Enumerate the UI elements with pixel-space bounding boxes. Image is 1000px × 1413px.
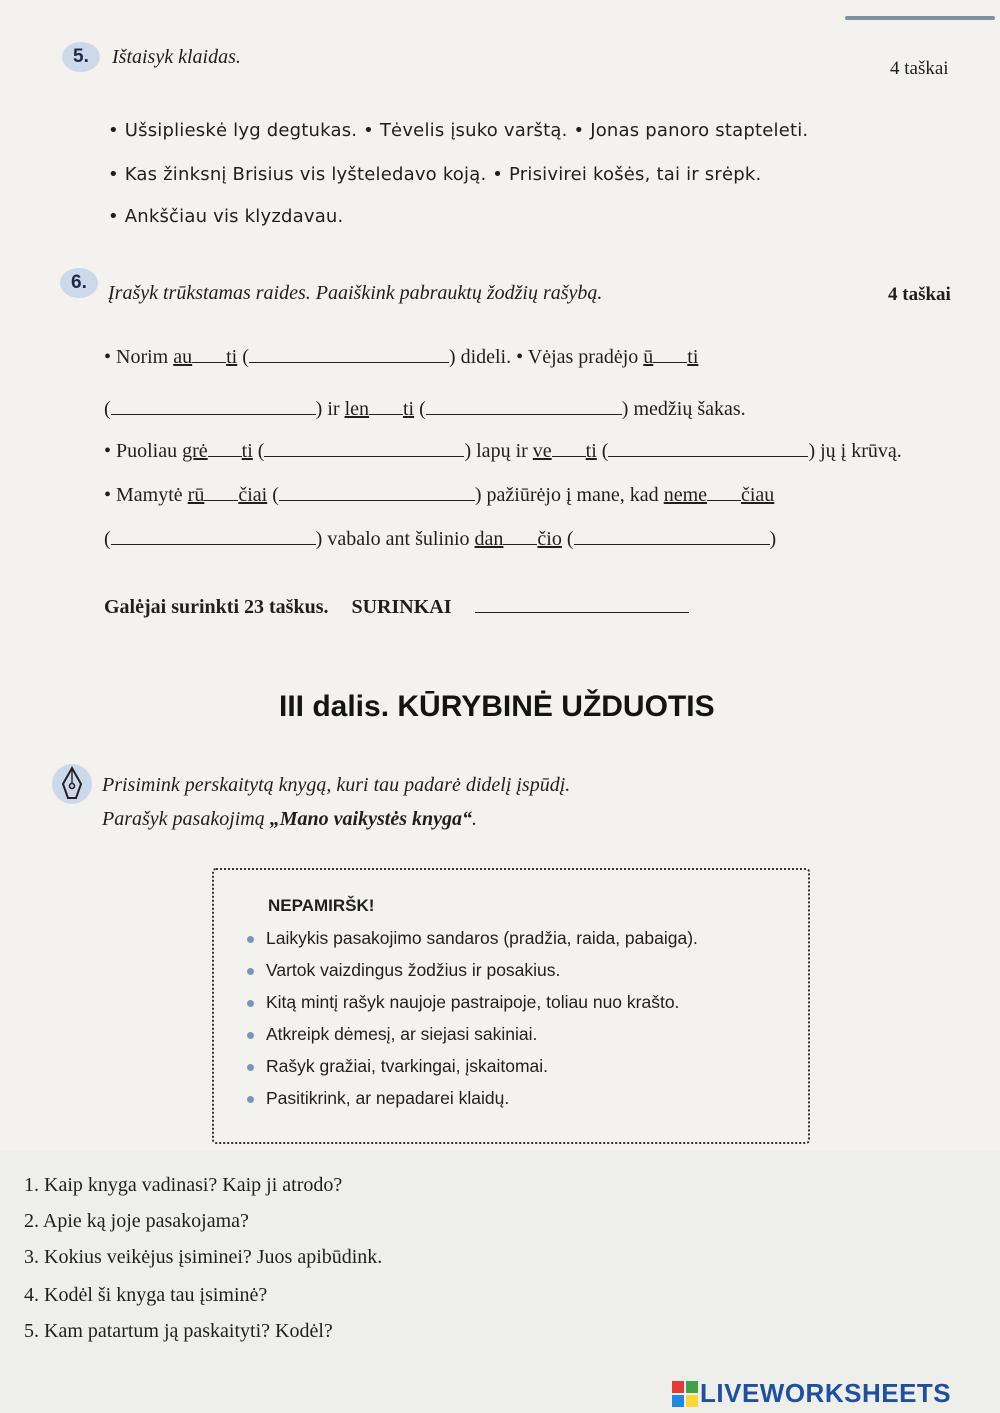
word-part: čio bbox=[537, 528, 562, 550]
text: ( bbox=[237, 346, 249, 368]
text: • Puoliau bbox=[104, 440, 183, 462]
top-edge-line bbox=[845, 16, 995, 20]
word-part: čiau bbox=[741, 484, 775, 506]
text: ) lapų ir bbox=[464, 440, 533, 462]
word-part: grė bbox=[182, 440, 208, 462]
bullet-icon bbox=[247, 1032, 254, 1039]
task5-line-2: • Kas žinksnį Brisius vis lyšteledavo koją. • Prisivirei košės, tai ir srėpk. bbox=[108, 164, 762, 185]
letter-gap[interactable] bbox=[653, 348, 687, 363]
text: ) dideli. • Vėjas pradėjo bbox=[448, 346, 644, 368]
task5-title: Ištaisyk klaidas. bbox=[112, 46, 241, 68]
text: ) bbox=[769, 528, 777, 550]
reminder-item bbox=[247, 928, 698, 949]
word-part: dan bbox=[474, 528, 504, 550]
text: . bbox=[471, 808, 477, 830]
word-part: rū bbox=[187, 484, 205, 506]
word-part: ti bbox=[226, 346, 238, 368]
letter-gap[interactable] bbox=[204, 486, 238, 501]
word-part: ve bbox=[532, 440, 552, 462]
word-part: ti bbox=[241, 440, 253, 462]
text: ( bbox=[104, 398, 111, 420]
explanation-blank[interactable] bbox=[111, 526, 316, 545]
text: ) ir bbox=[315, 398, 345, 420]
task6-number: 6. bbox=[71, 272, 87, 293]
word-part: ti bbox=[585, 440, 597, 462]
text: ( bbox=[596, 440, 609, 462]
reminder-title: NEPAMIRŠK! bbox=[268, 896, 375, 915]
letter-gap[interactable] bbox=[208, 442, 242, 457]
word-part: ti bbox=[403, 398, 415, 420]
text: ) vabalo ant šulinio bbox=[315, 528, 475, 550]
explanation-blank[interactable] bbox=[426, 396, 622, 415]
reminder-text: Kitą mintį rašyk naujoje pastraipoje, toliau nuo krašto. bbox=[266, 992, 680, 1012]
question-5: 5. Kam patartum ją paskaityti? Kodėl? bbox=[24, 1320, 333, 1342]
score-line bbox=[104, 594, 689, 619]
bullet-icon bbox=[247, 1000, 254, 1007]
text: ) jų į krūvą. bbox=[808, 440, 902, 462]
part3-intro-line-2 bbox=[102, 808, 477, 831]
word-part: ū bbox=[643, 346, 654, 368]
score-label: SURINKAI bbox=[351, 596, 452, 618]
text: ) medžių šakas. bbox=[621, 398, 746, 420]
part3-heading: III dalis. KŪRYBINĖ UŽDUOTIS bbox=[279, 690, 715, 723]
score-blank[interactable] bbox=[475, 594, 689, 613]
explanation-blank[interactable] bbox=[111, 396, 316, 415]
question-2: 2. Apie ką joje pasakojama? bbox=[24, 1210, 249, 1232]
text: ( bbox=[414, 398, 426, 420]
text: ) pažiūrėjo į mane, kad bbox=[474, 484, 664, 506]
liveworksheets-logo-icon bbox=[672, 1381, 698, 1407]
text: ( bbox=[561, 528, 574, 550]
task5-line-1: • Ušsiplieskė lyg degtukas. • Tėvelis įsuko varštą. • Jonas panoro stapteleti. bbox=[108, 120, 809, 141]
explanation-blank[interactable] bbox=[249, 344, 449, 363]
reminder-text: Laikykis pasakojimo sandaros (pradžia, raida, pabaiga). bbox=[266, 928, 698, 948]
score-text: Galėjai surinkti 23 taškus. bbox=[104, 596, 329, 618]
letter-gap[interactable] bbox=[707, 486, 741, 501]
text: • Mamytė bbox=[104, 484, 188, 506]
word-part: neme bbox=[663, 484, 707, 506]
reminder-text: Atkreipk dėmesį, ar siejasi sakiniai. bbox=[266, 1024, 538, 1044]
bullet-icon bbox=[247, 936, 254, 943]
explanation-blank[interactable] bbox=[608, 438, 808, 457]
task6-line-5 bbox=[104, 526, 776, 551]
text: Parašyk pasakojimą bbox=[102, 808, 270, 830]
task6-title: Įrašyk trūkstamas raides. Paaiškink pabrauktų žodžių rašybą. bbox=[108, 282, 603, 304]
part3-intro-line-1: Prisimink perskaitytą knygą, kuri tau padarė didelį įspūdį. bbox=[102, 774, 571, 796]
reminder-item bbox=[247, 1056, 548, 1077]
letter-gap[interactable] bbox=[369, 400, 403, 415]
reminder-item bbox=[247, 992, 679, 1013]
bullet-icon bbox=[247, 968, 254, 975]
text: ( bbox=[104, 528, 111, 550]
text: • Norim bbox=[104, 346, 174, 368]
reminder-text: Rašyk gražiai, tvarkingai, įskaitomai. bbox=[266, 1056, 549, 1076]
explanation-blank[interactable] bbox=[264, 438, 464, 457]
letter-gap[interactable] bbox=[552, 442, 586, 457]
liveworksheets-logo[interactable]: LIVEWORKSHEETS bbox=[700, 1378, 952, 1408]
text: ( bbox=[267, 484, 279, 506]
reminder-text: Vartok vaizdingus žodžius ir posakius. bbox=[266, 960, 561, 980]
explanation-blank[interactable] bbox=[279, 482, 475, 501]
book-title: „Mano vaikystės knyga“ bbox=[269, 808, 472, 830]
word-part: ti bbox=[687, 346, 699, 368]
word-part: len bbox=[344, 398, 369, 420]
task6-line-2 bbox=[104, 396, 746, 421]
explanation-blank[interactable] bbox=[574, 526, 770, 545]
text: ( bbox=[252, 440, 265, 462]
letter-gap[interactable] bbox=[503, 530, 537, 545]
task6-line-1 bbox=[104, 344, 698, 369]
reminder-text: Pasitikrink, ar nepadarei klaidų. bbox=[266, 1088, 510, 1108]
letter-gap[interactable] bbox=[192, 348, 226, 363]
question-4: 4. Kodėl ši knyga tau įsiminė? bbox=[24, 1284, 268, 1306]
reminder-item bbox=[247, 960, 560, 981]
pen-nib-icon bbox=[50, 762, 94, 806]
bullet-icon bbox=[247, 1064, 254, 1071]
bullet-icon bbox=[247, 1096, 254, 1103]
task5-number: 5. bbox=[73, 46, 89, 67]
question-1: 1. Kaip knyga vadinasi? Kaip ji atrodo? bbox=[24, 1174, 343, 1196]
task6-line-3 bbox=[104, 438, 902, 463]
task6-points: 4 taškai bbox=[888, 284, 951, 305]
task5-points: 4 taškai bbox=[890, 58, 949, 79]
task6-line-4 bbox=[104, 482, 774, 507]
word-part: au bbox=[173, 346, 193, 368]
reminder-item bbox=[247, 1088, 509, 1109]
question-3: 3. Kokius veikėjus įsiminei? Juos apibūdink. bbox=[24, 1246, 383, 1268]
task5-line-3: • Ankščiau vis klyzdavau. bbox=[108, 206, 344, 227]
word-part: čiai bbox=[238, 484, 268, 506]
reminder-item bbox=[247, 1024, 537, 1045]
